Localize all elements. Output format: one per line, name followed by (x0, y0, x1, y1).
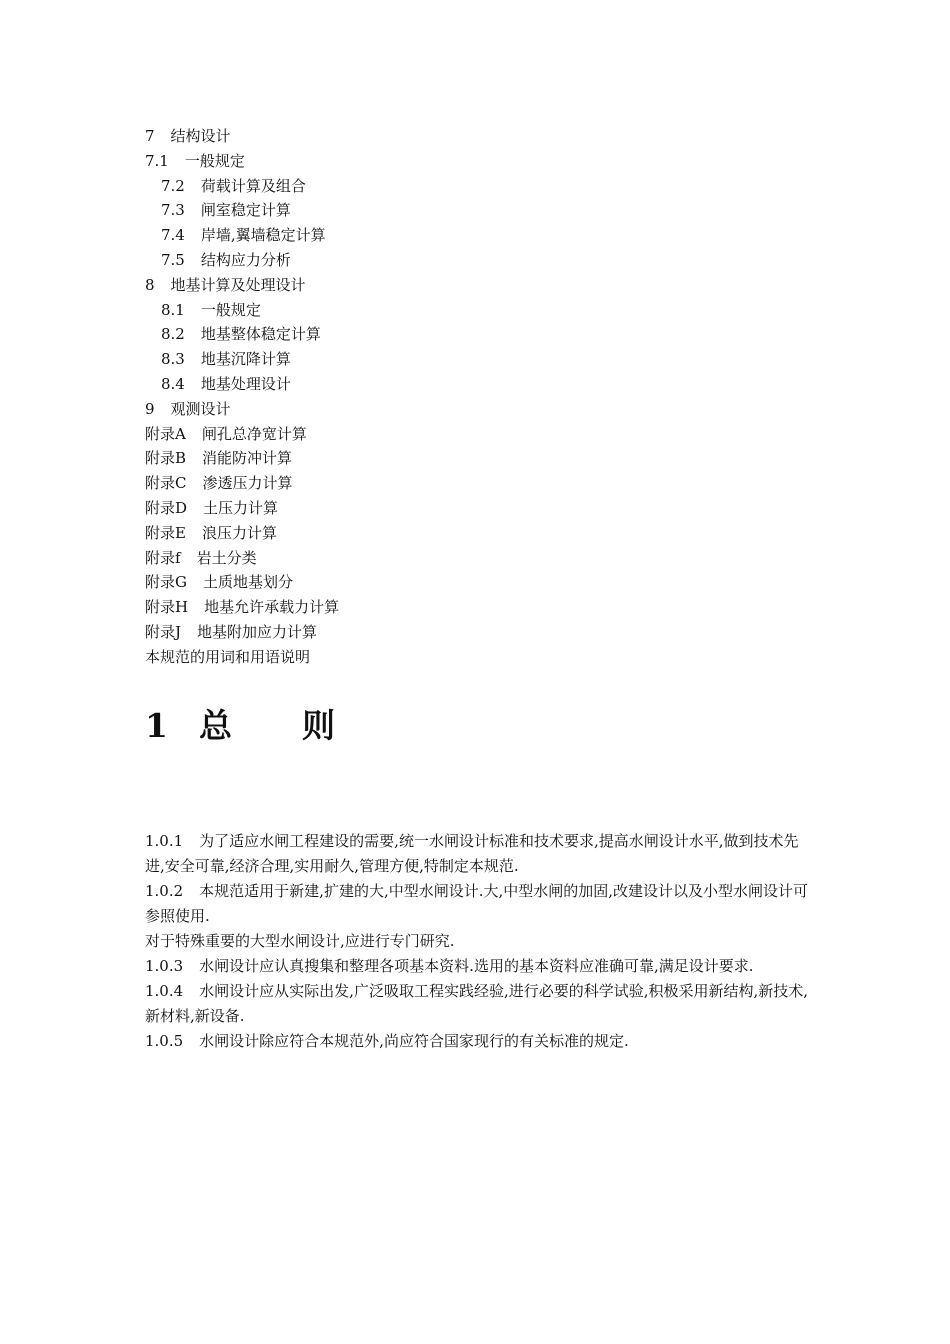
toc-entry-number: 8.2 (161, 325, 185, 344)
toc-entry-number: 7.3 (161, 201, 185, 220)
toc-entry (145, 248, 825, 273)
clause-number: 1.0.5 (145, 1032, 184, 1050)
clause-text: 水闸设计应认真搜集和整理各项基本资料.选用的基本资料应准确可靠,满足设计要求. (199, 957, 754, 975)
toc-entry-number: 附录D (145, 498, 188, 517)
toc-entry (145, 372, 825, 397)
toc-entry-title: 闸孔总净宽计算 (201, 424, 307, 443)
toc-entry-title: 一般规定 (200, 300, 261, 319)
toc-entry-title: 观测设计 (170, 399, 231, 418)
toc-entry (145, 521, 825, 546)
toc-entry (145, 496, 825, 521)
toc-entry (145, 645, 825, 670)
clause-number: 1.0.3 (145, 957, 184, 975)
clause-number: 1.0.4 (145, 982, 184, 1000)
toc-entry-title: 土质地基划分 (202, 573, 293, 592)
toc-entry (145, 223, 825, 248)
toc-entry-title: 岩土分类 (196, 548, 257, 567)
clause-text: 本规范适用于新建,扩建的大,中型水闸设计.大,中型水闸的加固,改建设计以及小型水闸设计可参照使用. (145, 882, 809, 925)
chapter-number: 1 (145, 706, 168, 745)
toc-entry (145, 620, 825, 645)
toc-entry-title: 一般规定 (184, 151, 245, 170)
toc-entry-number: 7.2 (161, 176, 185, 195)
clause-number: 1.0.2 (145, 882, 184, 900)
toc-entry-number: 附录H (145, 598, 189, 617)
chapter-body (145, 829, 810, 1054)
toc-entry (145, 546, 825, 571)
toc-entry (145, 174, 825, 199)
clause (145, 979, 810, 1029)
toc-entry-title: 闸室稳定计算 (200, 201, 291, 220)
toc-entry-number: 附录J (145, 622, 182, 641)
table-of-contents (145, 124, 825, 670)
toc-entry (145, 322, 825, 347)
toc-entry-number: 8.1 (161, 300, 185, 319)
clause-text: 对于特殊重要的大型水闸设计,应进行专门研究. (145, 932, 455, 950)
toc-entry-title: 渗透压力计算 (202, 474, 293, 493)
toc-entry-number: 附录B (145, 449, 187, 468)
toc-entry-title: 地基附加应力计算 (197, 622, 318, 641)
toc-entry (145, 570, 825, 595)
clause-paragraph (145, 929, 810, 954)
toc-entry-number: 7.4 (161, 226, 185, 245)
clause-text: 水闸设计应从实际出发,广泛吸取工程实践经验,进行必要的科学试验,积极采用新结构,新技术,新材料,新设备. (145, 982, 809, 1025)
toc-entry (145, 347, 825, 372)
chapter-title: 总则 (199, 706, 405, 745)
toc-entry-title: 本规范的用词和用语说明 (145, 647, 311, 666)
toc-entry (145, 446, 825, 471)
toc-entry-number: 8 (145, 275, 155, 294)
toc-entry (145, 471, 825, 496)
toc-entry-title: 地基整体稳定计算 (200, 325, 321, 344)
toc-entry-title: 地基计算及处理设计 (170, 275, 306, 294)
clause-text: 水闸设计除应符合本规范外,尚应符合国家现行的有关标准的规定. (199, 1032, 629, 1050)
toc-entry (145, 273, 825, 298)
toc-entry-title: 结构应力分析 (200, 250, 291, 269)
clause (145, 879, 810, 929)
toc-entry-number: 附录f (145, 548, 181, 567)
toc-entry (145, 149, 825, 174)
toc-entry-number: 7.5 (161, 250, 185, 269)
toc-entry-number: 7.1 (145, 151, 169, 170)
toc-entry-title: 土压力计算 (203, 498, 279, 517)
toc-entry-title: 消能防冲计算 (202, 449, 293, 468)
toc-entry-title: 岸墙,翼墙稳定计算 (200, 226, 326, 245)
toc-entry-title: 地基处理设计 (200, 374, 291, 393)
toc-entry (145, 422, 825, 447)
toc-entry-title: 地基允许承载力计算 (204, 598, 340, 617)
toc-entry-title: 地基沉降计算 (200, 350, 291, 369)
toc-entry-number: 8.4 (161, 374, 185, 393)
toc-entry-number: 附录A (145, 424, 186, 443)
toc-entry (145, 198, 825, 223)
toc-entry-number: 附录E (145, 523, 186, 542)
toc-entry (145, 298, 825, 323)
clause (145, 1029, 810, 1054)
toc-entry-title: 结构设计 (170, 127, 231, 145)
toc-entry (145, 397, 825, 422)
toc-entry-number: 9 (145, 399, 155, 418)
chapter-heading (145, 700, 405, 747)
toc-entry-number: 7 (145, 127, 155, 145)
clause (145, 954, 810, 979)
toc-entry-number: 附录C (145, 474, 187, 493)
clause-number: 1.0.1 (145, 832, 184, 850)
clause (145, 829, 810, 879)
toc-entry-title: 浪压力计算 (201, 523, 277, 542)
clause-text: 为了适应水闸工程建设的需要,统一水闸设计标准和技术要求,提高水闸设计水平,做到技术先进,安全可靠,经济合理,实用耐久,管理方便,特制定本规范. (145, 832, 799, 875)
toc-entry (145, 124, 825, 149)
toc-entry-number: 附录G (145, 573, 187, 592)
toc-entry (145, 595, 825, 620)
toc-entry-title: 荷载计算及组合 (200, 176, 306, 195)
toc-entry-number: 8.3 (161, 350, 185, 369)
